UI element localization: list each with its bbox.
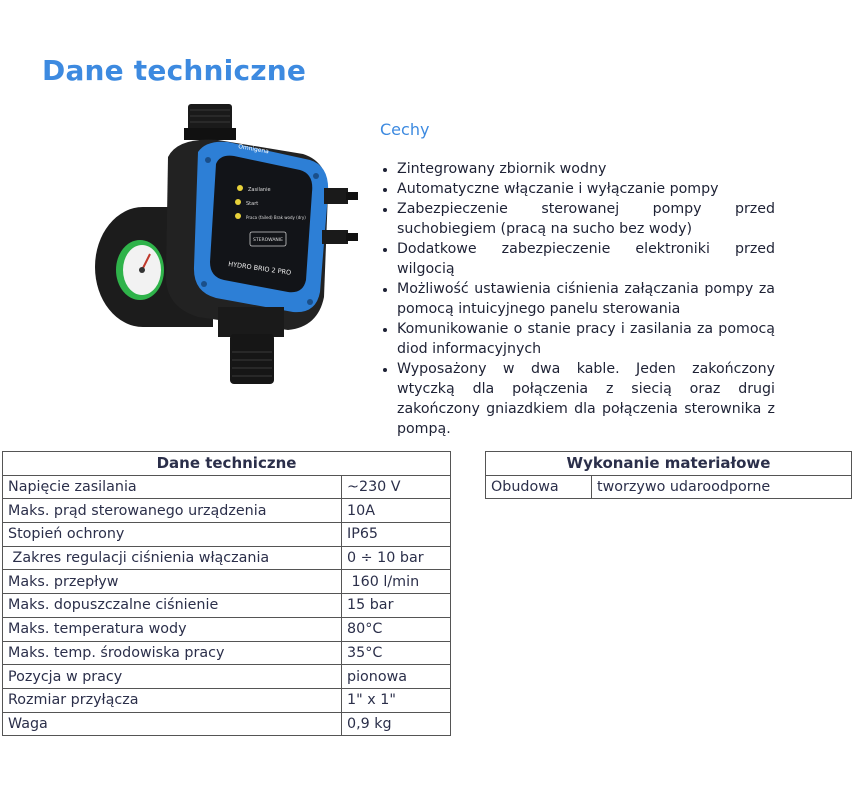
- row-value: 0 ÷ 10 bar: [342, 546, 451, 570]
- table-row: [3, 665, 451, 689]
- table-row: [3, 617, 451, 641]
- technical-data-table: [2, 451, 451, 736]
- row-value: 80°C: [342, 617, 451, 641]
- row-value: 35°C: [342, 641, 451, 665]
- row-label: Maks. przepływ: [3, 570, 342, 594]
- feature-item: • Zabezpieczenie sterowanej pompy przed suchobiegiem (pracą na sucho bez wody): [397, 199, 775, 239]
- led-label-status: Praca (failed) Brak wody (dry): [246, 215, 306, 220]
- control-button-label: STEROWANIE: [253, 238, 283, 243]
- row-label: Napięcie zasilania: [3, 475, 342, 499]
- table-row: [3, 712, 451, 736]
- row-label: Stopień ochrony: [3, 523, 342, 547]
- features-section: [380, 120, 775, 439]
- table-row: [3, 594, 451, 618]
- row-value: 10A: [342, 499, 451, 523]
- row-label: Rozmiar przyłącza: [3, 688, 342, 712]
- row-value: 15 bar: [342, 594, 451, 618]
- feature-item: • Komunikowanie o stanie pracy i zasilania za pomocą diod informacyjnych: [397, 319, 775, 359]
- row-label: Obudowa: [486, 475, 592, 499]
- row-label: Pozycja w pracy: [3, 665, 342, 689]
- page-title: Dane techniczne: [42, 54, 307, 87]
- row-label: Maks. dopuszczalne ciśnienie: [3, 594, 342, 618]
- table-row: [3, 641, 451, 665]
- row-label: Waga: [3, 712, 342, 736]
- row-value: 1" x 1": [342, 688, 451, 712]
- table-row: [3, 499, 451, 523]
- table-row: [3, 523, 451, 547]
- brand-logo: Omnigena: [237, 143, 270, 156]
- row-label: Zakres regulacji ciśnienia włączania: [3, 546, 342, 570]
- row-value: 160 l/min: [342, 570, 451, 594]
- feature-item: • Wyposażony w dwa kable. Jeden zakończony wtyczką dla połączenia z siecią oraz drugi zakończony gniazdkiem dla połączenia sterownika z pompą.: [397, 359, 775, 439]
- model-label: HYDRO BRIO 2 PRO: [227, 260, 292, 277]
- table-row: [3, 546, 451, 570]
- row-value: tworzywo udaroodporne: [592, 475, 852, 499]
- led-label-power: Zasilanie: [248, 187, 271, 193]
- row-value: pionowa: [342, 665, 451, 689]
- row-value: ~230 V: [342, 475, 451, 499]
- features-heading: Cechy: [380, 120, 430, 139]
- row-label: Maks. prąd sterowanego urządzenia: [3, 499, 342, 523]
- features-list: [380, 159, 775, 439]
- led-label-start: Start: [246, 201, 259, 207]
- table-row: [3, 688, 451, 712]
- row-label: Maks. temp. środowiska pracy: [3, 641, 342, 665]
- feature-item: • Automatyczne włączanie i wyłączanie pompy: [397, 179, 775, 199]
- row-label: Maks. temperatura wody: [3, 617, 342, 641]
- feature-item: • Dodatkowe zabezpieczenie elektroniki przed wilgocią: [397, 239, 775, 279]
- table-row: [3, 570, 451, 594]
- row-value: IP65: [342, 523, 451, 547]
- material-table: [485, 451, 852, 499]
- feature-item: • Możliwość ustawienia ciśnienia załączania pompy za pomocą intuicyjnego panelu sterowania: [397, 279, 775, 319]
- table-row: [486, 475, 852, 499]
- material-header: Wykonanie materiałowe: [486, 452, 852, 476]
- table-row: [3, 475, 451, 499]
- pressure-controller-image: [88, 102, 358, 392]
- row-value: 0,9 kg: [342, 712, 451, 736]
- technical-data-header: Dane techniczne: [3, 452, 451, 476]
- feature-item: • Zintegrowany zbiornik wodny: [397, 159, 775, 179]
